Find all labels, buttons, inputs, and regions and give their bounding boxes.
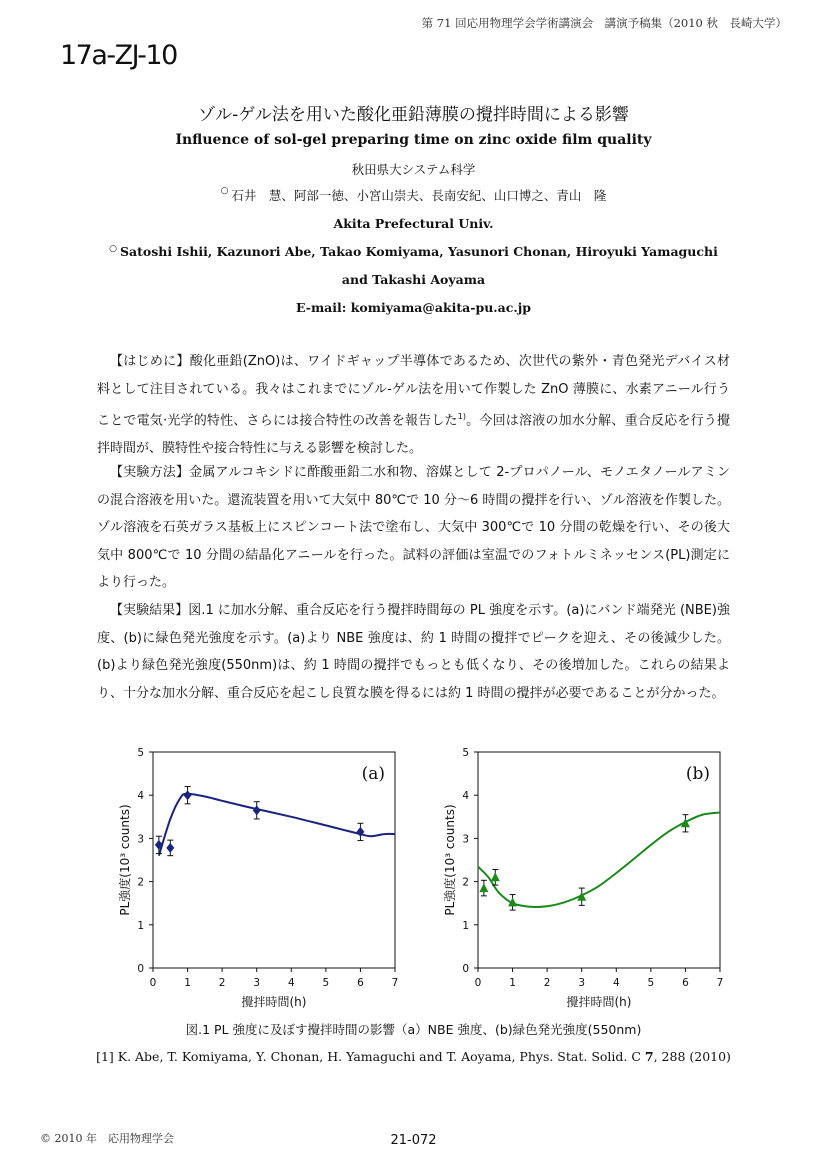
affiliation-english: Akita Prefectural Univ. bbox=[333, 216, 494, 231]
authors-english-line1 bbox=[0, 244, 827, 259]
x-tick-label: 1 bbox=[184, 977, 191, 989]
data-point bbox=[479, 883, 488, 892]
presenter-mark: ○ bbox=[220, 186, 229, 196]
y-tick-label: 1 bbox=[462, 919, 469, 932]
x-tick-label: 6 bbox=[682, 977, 689, 989]
y-tick-label: 3 bbox=[462, 833, 469, 846]
y-tick-label: 2 bbox=[462, 876, 469, 889]
reference-volume: 7 bbox=[644, 1049, 654, 1064]
x-tick-label: 5 bbox=[647, 977, 655, 989]
x-tick-label: 4 bbox=[612, 977, 620, 989]
y-tick-label: 1 bbox=[137, 919, 144, 932]
conference-header: 第 71 回応用物理学会学術講演会 講演予稿集（2010 秋 長崎大学） bbox=[421, 16, 787, 30]
x-axis-label: 攪拌時間(h) bbox=[566, 995, 632, 1009]
x-tick-label: 0 bbox=[149, 977, 157, 989]
affiliation-japanese: 秋田県大システム科学 bbox=[351, 162, 476, 177]
plot-frame bbox=[478, 752, 720, 968]
intro-text: 酸化亜鉛(ZnO)は、ワイドギャップ半導体であるため、次世代の紫外・青色発光デバイス材料として注目されている。我々はこれまでにゾル-ゲル法を用いて作製した ZnO 薄膜に、水素アニール行うことで電気·光学的特性、さらには接合特性の改善を報告した bbox=[97, 354, 730, 429]
y-tick-label: 5 bbox=[137, 747, 144, 759]
data-point bbox=[184, 790, 192, 800]
authors-japanese-names: 石井 慧、阿部一徳、小宮山崇夫、長南安紀、山口博之、青山 隆 bbox=[231, 188, 607, 203]
title-english: Influence of sol-gel preparing time on zinc oxide film quality bbox=[175, 132, 652, 148]
intro-reference-mark: 1) bbox=[457, 412, 466, 421]
trend-line bbox=[159, 794, 395, 856]
panel-label: (b) bbox=[685, 764, 710, 784]
method-paragraph bbox=[97, 459, 730, 597]
intro-paragraph bbox=[97, 348, 730, 462]
x-tick-label: 3 bbox=[253, 977, 261, 989]
result-heading: 【実験結果】 bbox=[110, 603, 189, 618]
reference-text: [1] K. Abe, T. Komiyama, Y. Chonan, H. Yamaguchi and T. Aoyama, Phys. Stat. Solid. C bbox=[96, 1049, 645, 1064]
x-tick-label: 3 bbox=[578, 977, 586, 989]
presenter-mark-en: ○ bbox=[109, 244, 117, 254]
x-tick-label: 0 bbox=[474, 977, 482, 989]
figure-caption: 図.1 PL 強度に及ぼす攪拌時間の影響（a）NBE 強度、(b)緑色発光強度(550nm) bbox=[185, 1022, 642, 1037]
y-tick-label: 4 bbox=[462, 790, 469, 803]
x-tick-label: 2 bbox=[543, 977, 551, 989]
x-axis-label: 攪拌時間(h) bbox=[241, 995, 307, 1009]
reference-pages: , 288 (2010) bbox=[653, 1049, 731, 1064]
x-tick-label: 7 bbox=[391, 977, 399, 989]
title-japanese: ゾル-ゲル法を用いた酸化亜鉛薄膜の攪拌時間による影響 bbox=[198, 105, 629, 125]
x-tick-label: 1 bbox=[509, 977, 516, 989]
data-point bbox=[491, 872, 500, 881]
data-point bbox=[166, 843, 174, 853]
chart-a bbox=[105, 742, 405, 1020]
intro-heading: 【はじめに】 bbox=[110, 354, 190, 369]
result-text: 図.1 に加水分解、重合反応を行う攪拌時間毎の PL 強度を示す。(a)にバンド端発光 (NBE)強度、(b)に緑色発光強度を示す。(a)より NBE 強度は、約 1 時間の攪拌でピークを迎え、その後減少した。(b)より緑色発光強度(550nm)は、約 1 時間の攪拌でもっとも低くなり、その後増加した。これらの結果より、十分な加水分解、重合反応を起こし良質な膜を得るには約 1 時間の攪拌が必要であることが分かった。 bbox=[97, 603, 730, 701]
authors-english-line2: and Takashi Aoyama bbox=[341, 272, 486, 287]
x-tick-label: 5 bbox=[322, 977, 330, 989]
x-tick-label: 7 bbox=[716, 977, 724, 989]
authors-japanese bbox=[0, 186, 827, 204]
paper-id: 17a-ZJ-10 bbox=[60, 40, 177, 71]
y-tick-label: 0 bbox=[462, 963, 469, 975]
y-tick-label: 0 bbox=[137, 963, 144, 975]
chart-b bbox=[430, 742, 730, 1020]
authors-english-names: Satoshi Ishii, Kazunori Abe, Takao Komiyama, Yasunori Chonan, Hiroyuki Yamaguchi bbox=[120, 244, 718, 259]
footer-copyright: © 2010 年 応用物理学会 bbox=[40, 1132, 174, 1145]
panel-label: (a) bbox=[361, 764, 385, 784]
x-tick-label: 2 bbox=[218, 977, 226, 989]
plot-frame bbox=[153, 752, 395, 968]
y-axis-label: PL強度(10³ counts) bbox=[118, 804, 132, 916]
method-text: 金属アルコキシドに酢酸亜鉛二水和物、溶媒として 2-プロパノール、モノエタノールアミンの混合溶液を用いた。還流装置を用いて大気中 80℃で 10 分〜6 時間の攪拌を行い、ゾル溶液を作製した。ゾル溶液を石英ガラス基板上にスピンコート法で塗布し、大気中 300℃で 10 分間の乾燥を行い、その後大気中 800℃で 10 分間の結晶化アニールを行った。試料の評価は室温でのフォトルミネッセンス(PL)測定により行った。 bbox=[97, 465, 730, 590]
y-tick-label: 3 bbox=[137, 833, 144, 846]
x-tick-label: 4 bbox=[287, 977, 295, 989]
x-tick-label: 6 bbox=[357, 977, 364, 989]
method-heading: 【実験方法】 bbox=[110, 465, 190, 480]
y-axis-label: PL強度(10³ counts) bbox=[443, 804, 457, 916]
y-tick-label: 2 bbox=[137, 876, 144, 889]
y-tick-label: 4 bbox=[137, 790, 144, 803]
email-address: E-mail: komiyama@akita-pu.ac.jp bbox=[296, 300, 531, 315]
result-paragraph bbox=[97, 597, 730, 707]
footer-page-number: 21-072 bbox=[390, 1133, 437, 1148]
reference-entry bbox=[0, 1049, 827, 1064]
y-tick-label: 5 bbox=[462, 747, 469, 759]
intro-text-cont: 。今回は溶液の加水分解、重合反応を行う攪拌時間が、膜特性や接合特性に与える影響を検討した。 bbox=[97, 413, 730, 456]
data-point bbox=[253, 805, 261, 815]
